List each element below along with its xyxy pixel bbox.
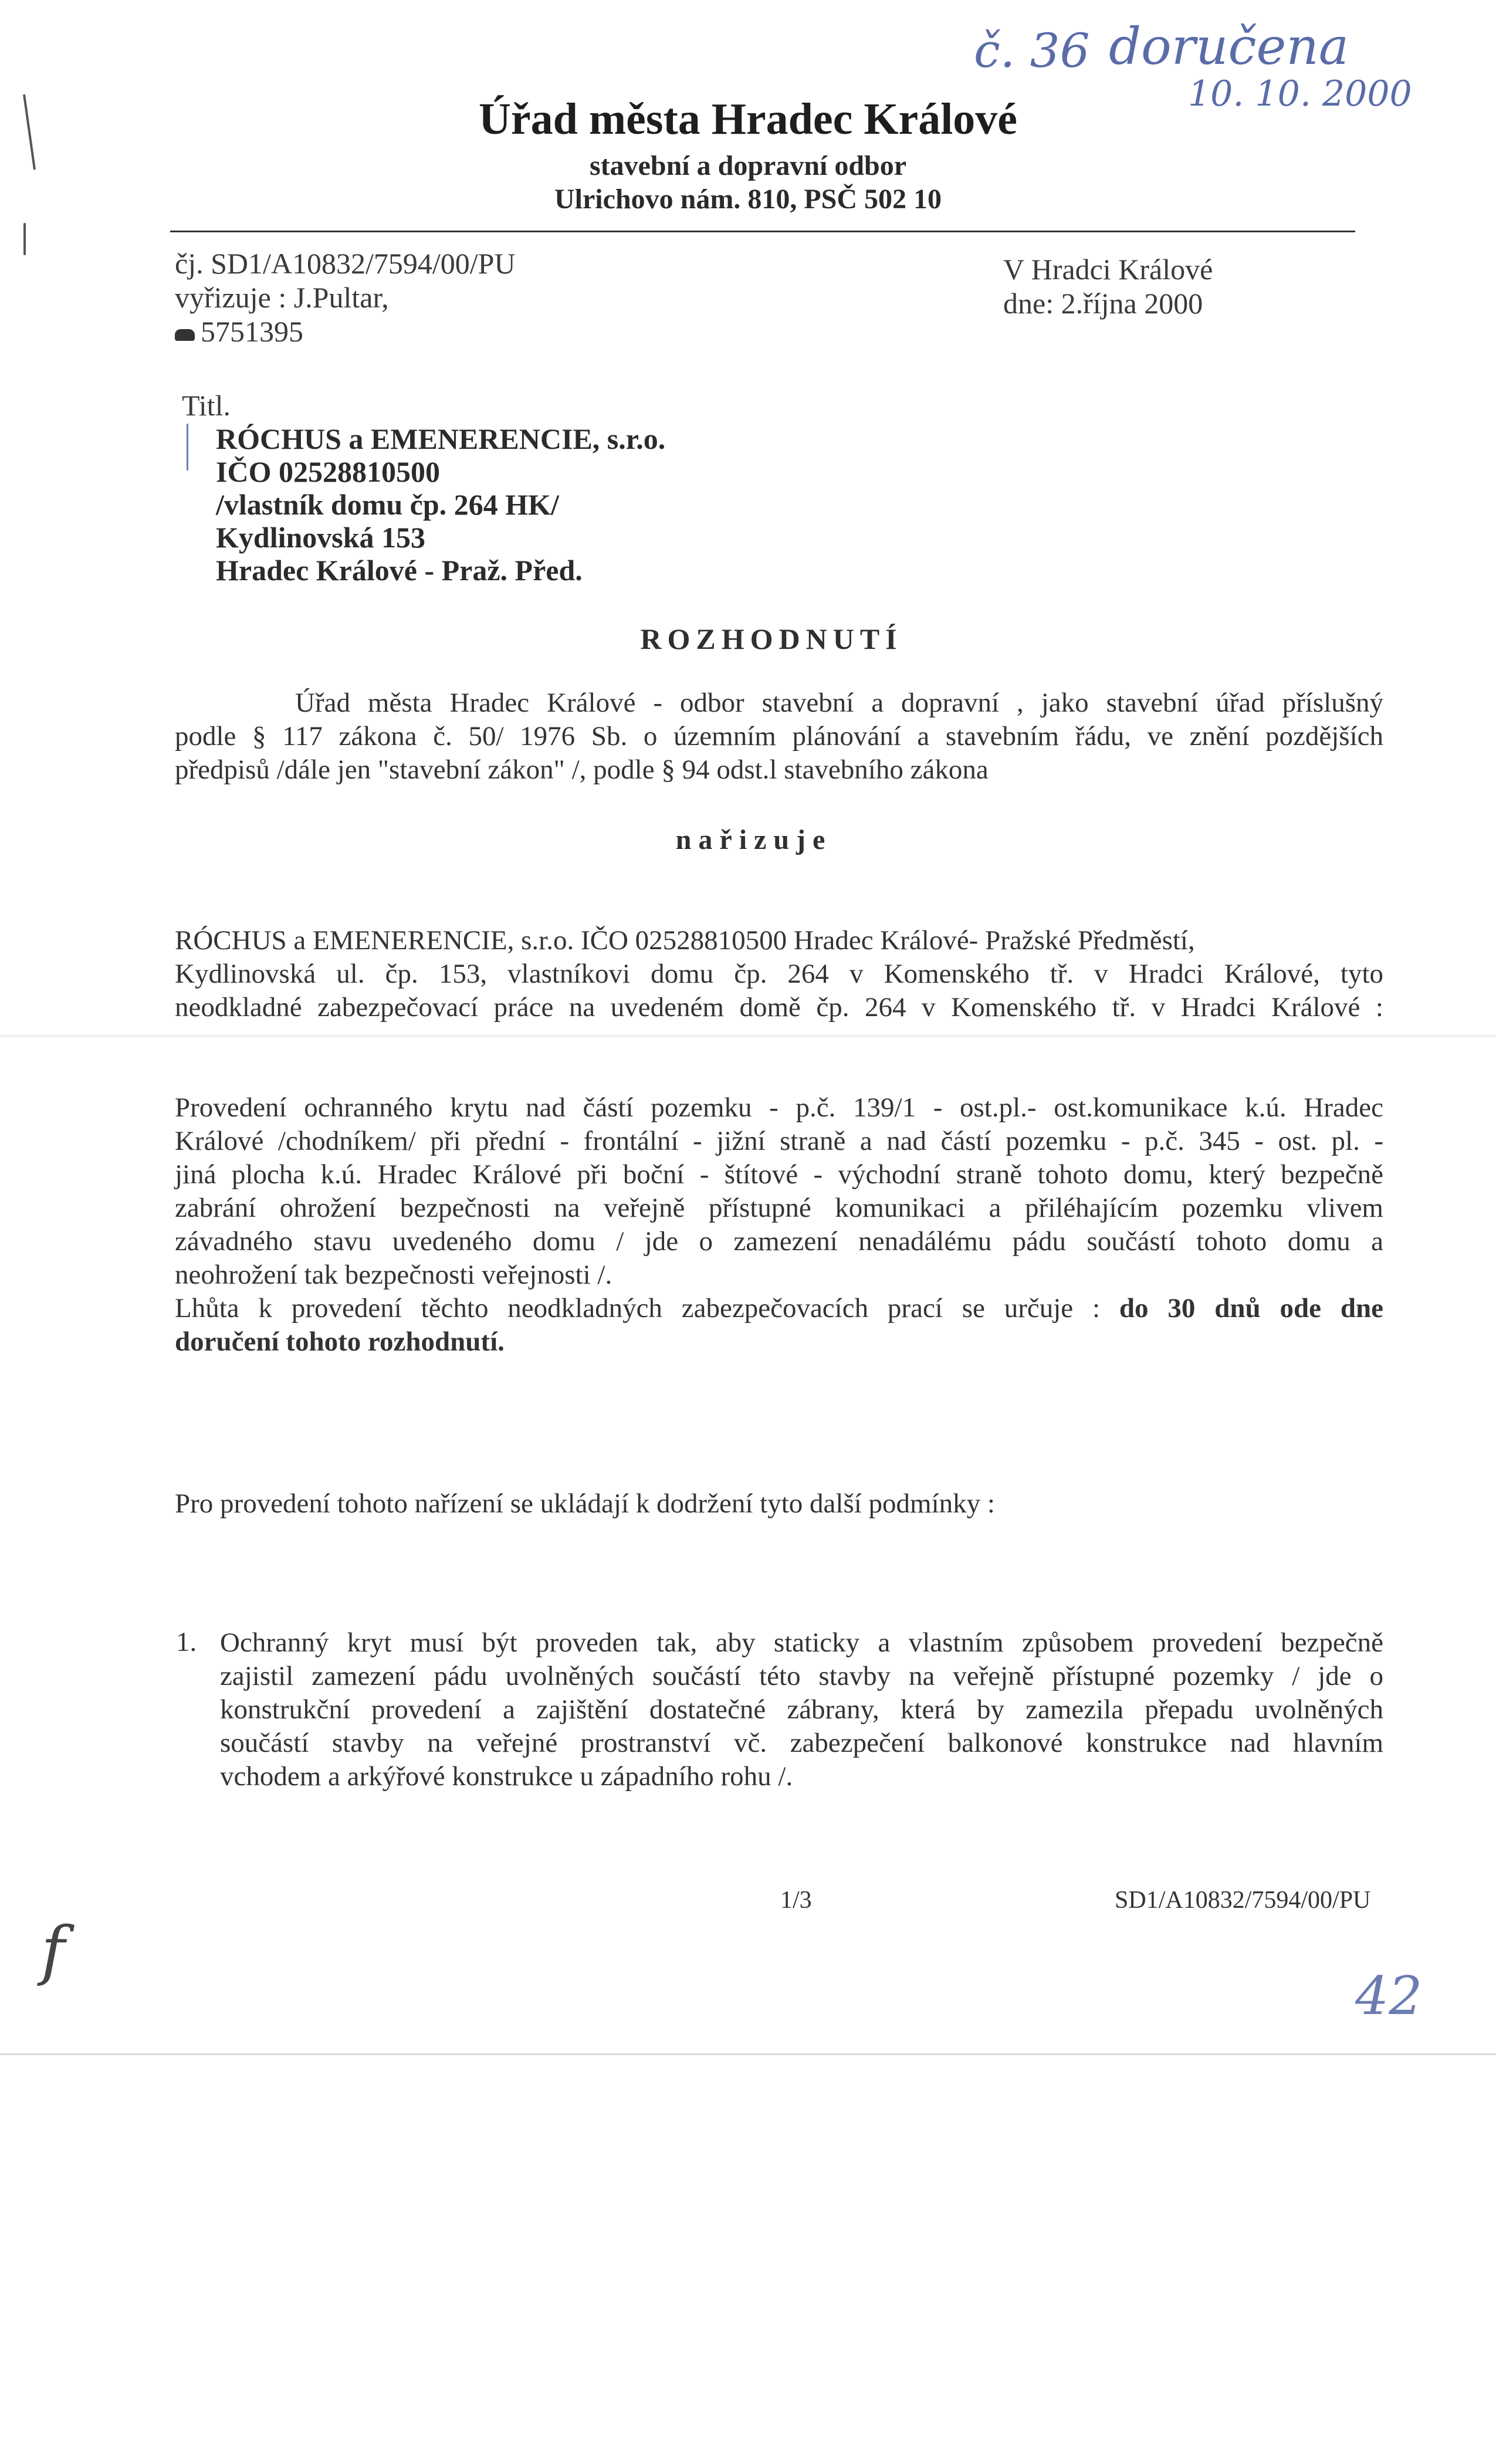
party-line: neodkladné zabezpečovací práce na uvedeném domě čp. 264 v Komenského tř. v Hradci Králové : [175,992,1383,1023]
deadline-line [175,1292,1383,1325]
recipient-line: RÓCHUS a EMENERENCIE, s.r.o. [216,422,666,455]
item-line: Ochranný kryt musí být proveden tak, aby staticky a vlastním způsobem provedení bezpečně [220,1627,1383,1658]
recipient-line: /vlastník domu čp. 264 HK/ [216,488,559,521]
reference-number: čj. SD1/A10832/7594/00/PU [175,247,516,280]
intro-line: předpisů /dále jen "stavební zákon" /, podle § 94 odst.l stavebního zákona [175,754,989,785]
deadline-bold-continued: doručení tohoto rozhodnutí. [175,1326,505,1357]
party-line: RÓCHUS a EMENERENCIE, s.r.o. IČO 02528810500 Hradec Králové- Pražské Předměstí, [175,925,1195,956]
phone-number: 5751395 [201,315,303,348]
item-line: konstrukční provedení a zajištění dostatečné zábrany, která by zamezila přepadu uvolněných [220,1694,1383,1725]
handwritten-date: 10. 10. 2000 [1188,73,1412,114]
office-department: stavební a dopravní odbor [589,150,907,181]
works-line: jiná plocha k.ú. Hradec Králové při boční - štítové - východní straně tohoto domu, který bezpečně [175,1159,1383,1190]
office-title: Úřad města Hradec Králové [478,94,1018,144]
works-line: neohrožení tak bezpečnosti veřejnosti /. [175,1260,612,1290]
handwritten-signature: f [41,1913,65,1988]
issue-date: dne: 2.října 2000 [1003,287,1203,320]
handler: vyřizuje : J.Pultar, [175,281,389,314]
handwritten-delivered: doručena [1109,18,1349,76]
condition-item-1 [220,1626,1383,1793]
office-address: Ulrichovo nám. 810, PSČ 502 10 [554,184,942,215]
works-line: Králové /chodníkem/ při přední - frontální - jižní straně a nad částí pozemku - p.č. 345 - ost. pl. - [175,1126,1383,1156]
place: V Hradci Králové [1003,253,1213,286]
works-line: Provedení ochranného krytu nad částí pozemku - p.č. 139/1 - ost.pl.- ost.komunikace k.ú. Hradec [175,1092,1383,1123]
handwritten-number: č. 36 [974,23,1090,78]
margin-stroke [23,223,26,255]
recipient-line: Kydlinovská 153 [216,521,426,554]
page-indicator: 1/3 [780,1887,812,1914]
fold-line [0,1035,1496,1037]
item-line: vchodem a arkýřové konstrukce u západního rohu /. [220,1761,793,1792]
recipient-title: Titl. [182,389,231,422]
intro-line: Úřad města Hradec Králové - odbor stavební a dopravní , jako stavební úřad příslušný [295,688,1383,718]
recipient-address [216,422,665,587]
item-line: zajistil zamezení pádu uvolněných součástí této stavby na veřejně přístupné pozemky / jde o [220,1661,1383,1691]
party-paragraph [175,924,1383,1024]
phone [175,314,516,348]
list-number: 1. [176,1627,197,1657]
item-line: součástí stavby na veřejné prostranství vč. zabezpečení balkonové konstrukce nad hlavním [220,1728,1383,1758]
works-paragraph [175,1091,1383,1359]
works-line: zabrání ohrožení bezpečnosti na veřejně přístupné komunikaci a přiléhajícím pozemku vlivem [175,1193,1383,1223]
recipient-line: IČO 02528810500 [216,455,440,488]
handwritten-page-number: 42 [1355,1965,1423,2027]
recipient-line: Hradec Králové - Praž. Před. [216,554,583,587]
works-line: závadného stavu uvedeného domu / jde o zamezení nenadálému pádu součástí tohoto domu a [175,1226,1383,1257]
party-line: Kydlinovská ul. čp. 153, vlastníkovi domu čp. 264 v Komenského tř. v Hradci Králové, tyto [175,959,1383,989]
intro-line: podle § 117 zákona č. 50/ 1976 Sb. o územním plánování a stavebním řádu, ve znění pozdějších [175,721,1383,752]
orders-heading: nařizuje [675,824,832,855]
footer-reference: SD1/A10832/7594/00/PU [1115,1887,1371,1914]
intro-paragraph [175,686,1383,787]
decision-heading: ROZHODNUTÍ [640,622,903,655]
deadline-bold: do 30 dnů ode dne [1119,1293,1384,1324]
phone-icon [175,329,195,341]
conditions-intro: Pro provedení tohoto nařízení se ukládají k dodržení tyto další podmínky : [175,1488,995,1519]
deadline-text: Lhůta k provedení těchto neodkladných zabezpečovacích prací se určuje : [175,1293,1101,1324]
header-rule [170,231,1355,232]
handwritten-mark [187,424,188,471]
